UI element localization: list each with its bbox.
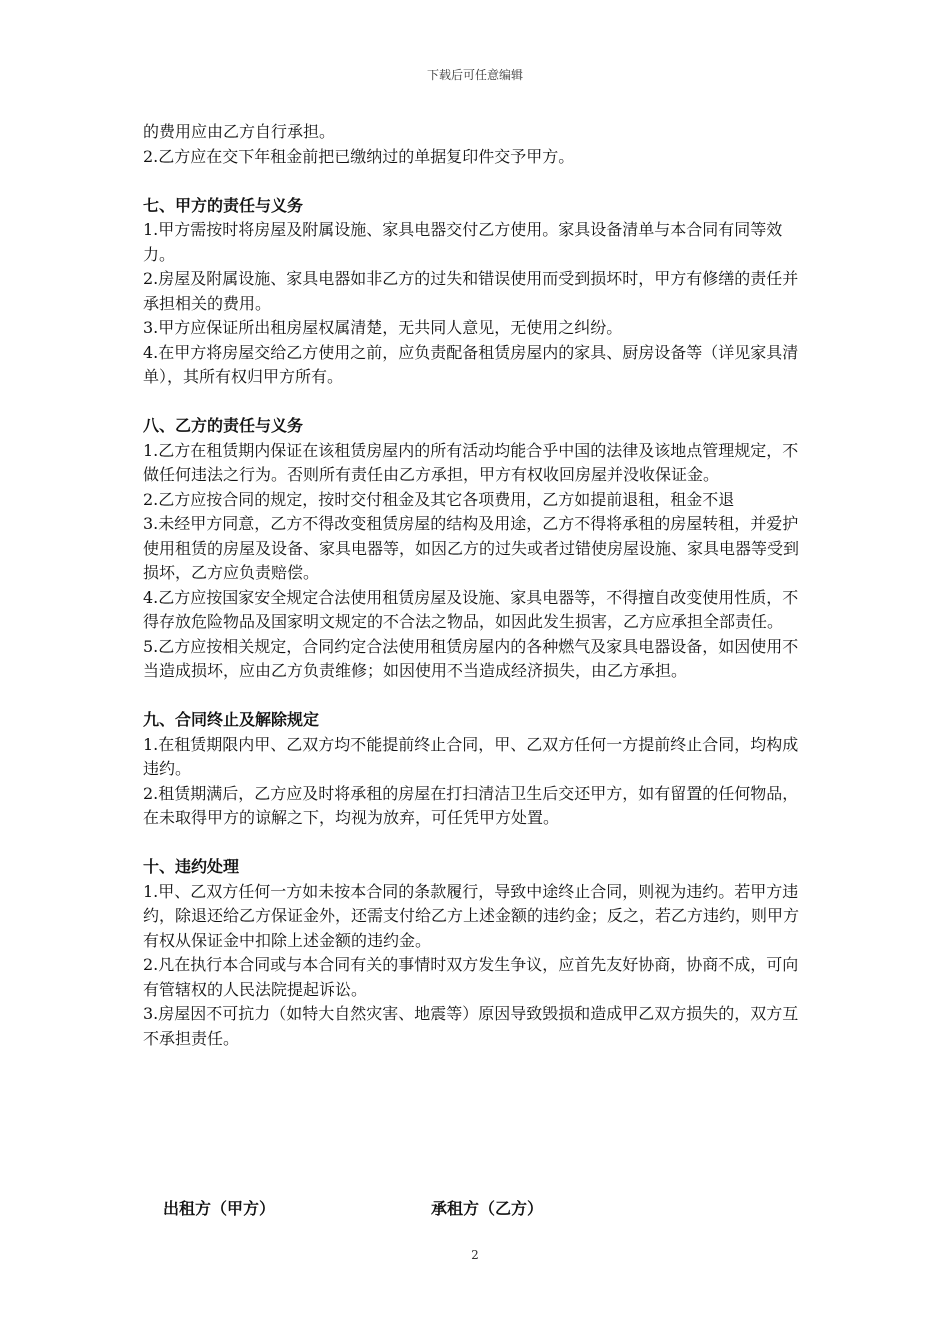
document-body	[143, 120, 811, 1051]
clause-paragraph: 2.房屋及附属设施、家具电器如非乙方的过失和错误使用而受到损坏时，甲方有修缮的责任并承担相关的费用。	[143, 269, 799, 313]
section-title-10: 十、违约处理	[143, 857, 240, 876]
clause-paragraph: 2.乙方应在交下年租金前把已缴纳过的单据复印件交予甲方。	[143, 146, 575, 166]
page-number: 2	[471, 1248, 479, 1262]
clause-paragraph: 4.在甲方将房屋交给乙方使用之前，应负责配备租赁房屋内的家具、厨房设备等（详见家具清单），其所有权归甲方所有。	[143, 342, 799, 386]
clause-paragraph: 1.甲方需按时将房屋及附属设施、家具电器交付乙方使用。家具设备清单与本合同有同等效力。	[143, 220, 783, 264]
clause-paragraph: 1.乙方在租赁期内保证在该租赁房屋内的所有活动均能合乎中国的法律及该地点管理规定，不做任何违法之行为。否则所有责任由乙方承担，甲方有权收回房屋并没收保证金。	[143, 440, 799, 484]
clause-paragraph: 2.凡在执行本合同或与本合同有关的事情时双方发生争议，应首先友好协商，协商不成，可向有管辖权的人民法院提起诉讼。	[143, 955, 799, 999]
section-title-7: 七、甲方的责任与义务	[143, 195, 304, 215]
section-title-8: 八、乙方的责任与义务	[143, 416, 304, 435]
page-header-note: 下载后可任意编辑	[426, 68, 523, 82]
clause-paragraph: 3.甲方应保证所出租房屋权属清楚，无共同人意见，无使用之纠纷。	[143, 318, 623, 337]
clause-paragraph: 1.甲、乙双方任何一方如未按本合同的条款履行，导致中途终止合同，则视为违约。若甲方违约，除退还给乙方保证金外，还需支付给乙方上述金额的违约金；反之，若乙方违约，则甲方有权从保证金中扣除上述金额的违约金。	[143, 881, 800, 950]
section-title-9: 九、合同终止及解除规定	[143, 710, 320, 729]
lessee-signature-label: 承租方（乙方）	[431, 1199, 544, 1218]
clause-paragraph: 2.乙方应按合同的规定，按时交付租金及其它各项费用，乙方如提前退租，租金不退	[143, 489, 735, 509]
lessor-signature-label: 出租方（甲方）	[163, 1199, 276, 1218]
continuation-line: 的费用应由乙方自行承担。	[143, 122, 336, 141]
clause-paragraph: 1.在租赁期限内甲、乙双方均不能提前终止合同，甲、乙双方任何一方提前终止合同，均构成违约。	[143, 734, 799, 778]
clause-paragraph: 3.未经甲方同意，乙方不得改变租赁房屋的结构及用途，乙方不得将承租的房屋转租，并爱护使用租赁的房屋及设备、家具电器等，如因乙方的过失或者过错使房屋设施、家具电器等受到损坏，乙方应负责赔偿。	[143, 514, 800, 582]
clause-paragraph: 2.租赁期满后，乙方应及时将承租的房屋在打扫清洁卫生后交还甲方，如有留置的任何物品，在未取得甲方的谅解之下，均视为放弃，可任凭甲方处置。	[143, 783, 799, 827]
clause-paragraph: 5.乙方应按相关规定，合同约定合法使用租赁房屋内的各种燃气及家具电器设备，如因使用不当造成损坏，应由乙方负责维修；如因使用不当造成经济损失，由乙方承担。	[143, 636, 799, 680]
clause-paragraph: 3.房屋因不可抗力（如特大自然灾害、地震等）原因导致毁损和造成甲乙双方损失的，双方互不承担责任。	[143, 1004, 799, 1048]
clause-paragraph: 4.乙方应按国家安全规定合法使用租赁房屋及设施、家具电器等，不得擅自改变使用性质，不得存放危险物品及国家明文规定的不合法之物品，如因此发生损害，乙方应承担全部责任。	[143, 587, 799, 631]
